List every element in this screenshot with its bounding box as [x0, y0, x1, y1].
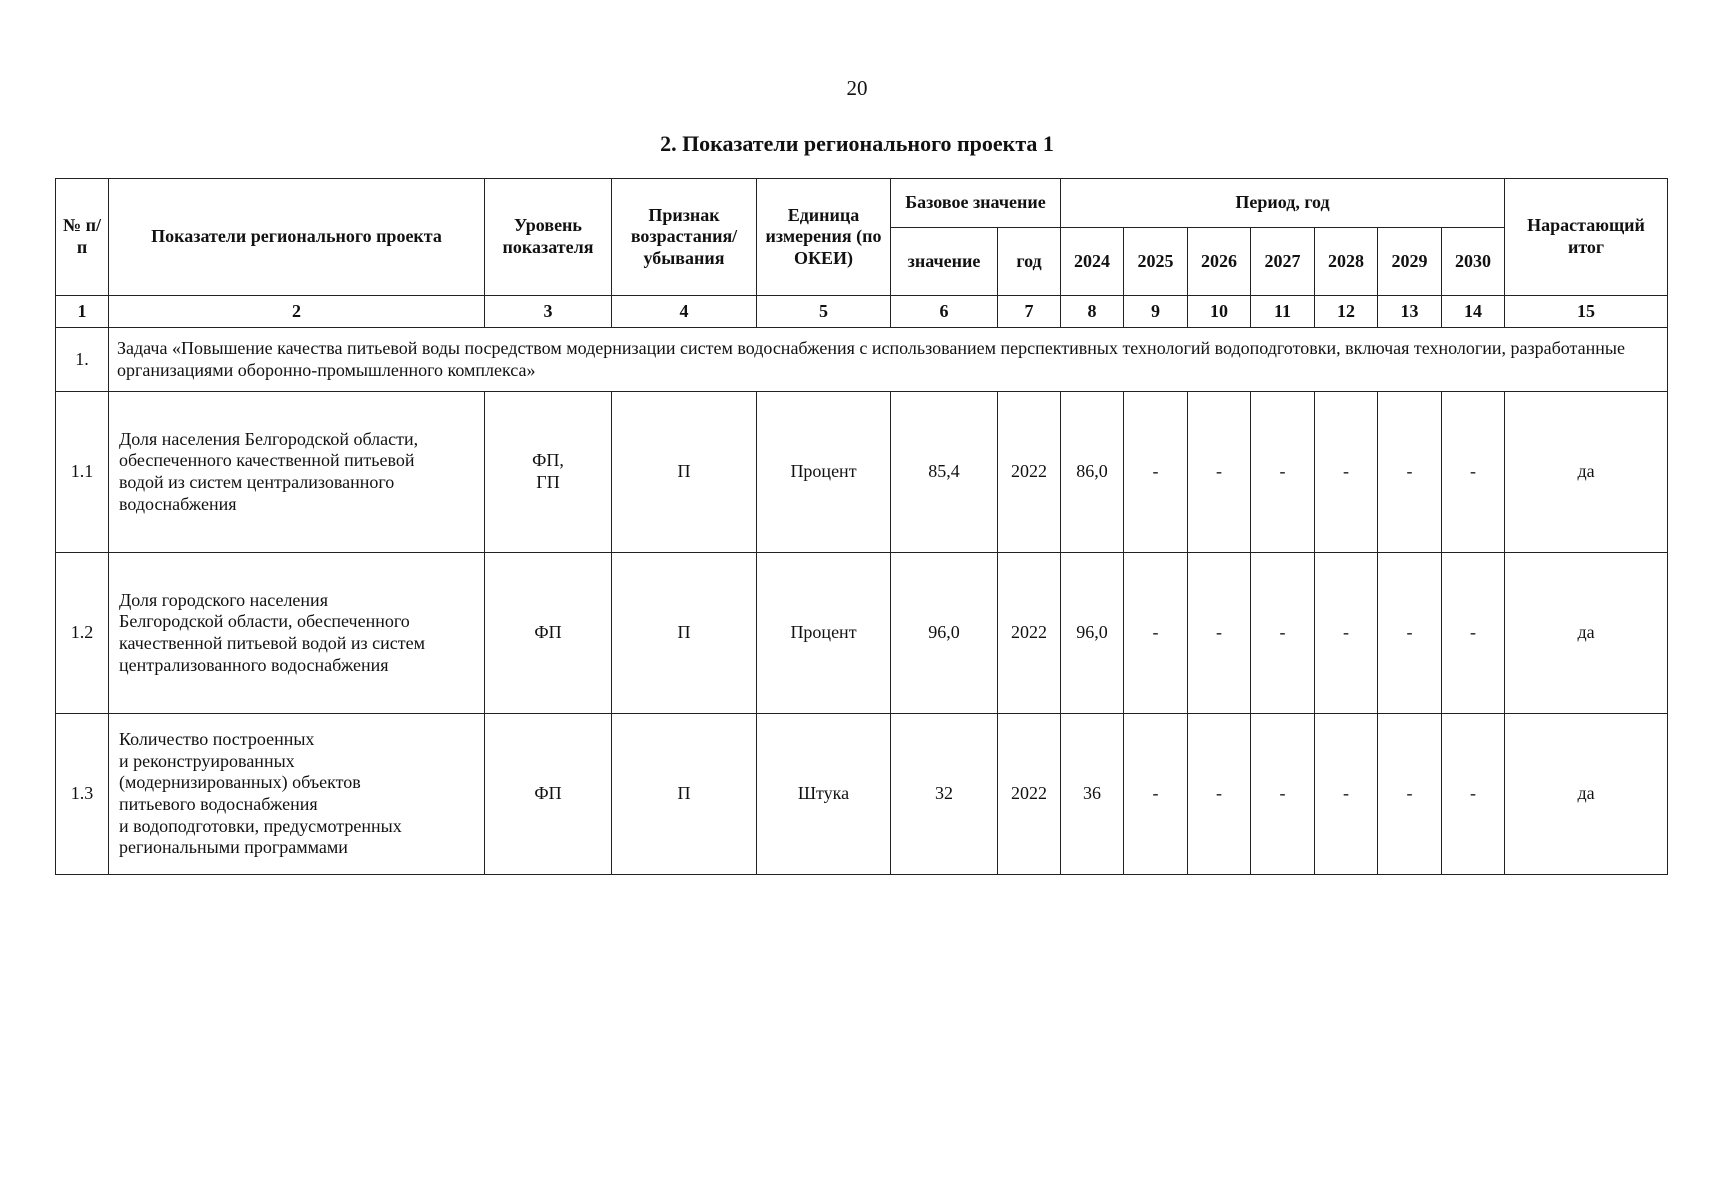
header-year: 2028 — [1315, 228, 1378, 296]
row-num: 1.1 — [56, 392, 109, 553]
year-value: 86,0 — [1061, 392, 1124, 553]
indicator-name: Количество построенных и реконструированных (модернизированных) объектов питьевого водоснабжения и водоподготовки, предусмотренных региональными программами — [109, 714, 485, 875]
header-base-year: год — [998, 228, 1061, 296]
column-number: 12 — [1315, 296, 1378, 328]
header-year: 2027 — [1251, 228, 1315, 296]
indicator-name: Доля городского населения Белгородской области, обеспеченного качественной питьевой водой из систем централизованного водоснабжения — [109, 553, 485, 714]
base-value: 96,0 — [891, 553, 998, 714]
cumulative-value: да — [1505, 714, 1668, 875]
table-row — [56, 553, 1668, 714]
column-number: 6 — [891, 296, 998, 328]
header-year: 2025 — [1124, 228, 1188, 296]
year-value: - — [1442, 392, 1505, 553]
task-text: Задача «Повышение качества питьевой воды посредством модернизации систем водоснабжения с использованием перспективных технологий водоподготовки, включая технологии, разработанные организациями оборонно-промышленного комплекса» — [109, 328, 1668, 392]
indicator-sign: П — [612, 714, 757, 875]
indicator-unit: Штука — [757, 714, 891, 875]
year-value: - — [1378, 714, 1442, 875]
indicator-level: ФП, ГП — [485, 392, 612, 553]
header-sign: Признак возрастания/ убывания — [612, 179, 757, 296]
header-cumulative: Нарастающий итог — [1505, 179, 1668, 296]
column-number: 10 — [1188, 296, 1251, 328]
indicator-sign: П — [612, 392, 757, 553]
year-value: - — [1251, 714, 1315, 875]
year-value: 36 — [1061, 714, 1124, 875]
base-value: 85,4 — [891, 392, 998, 553]
indicator-level: ФП — [485, 714, 612, 875]
column-number: 15 — [1505, 296, 1668, 328]
base-year: 2022 — [998, 392, 1061, 553]
column-number: 4 — [612, 296, 757, 328]
column-number-row — [56, 296, 1668, 328]
header-year: 2030 — [1442, 228, 1505, 296]
header-base-value: значение — [891, 228, 998, 296]
table-row — [56, 714, 1668, 875]
cumulative-value: да — [1505, 392, 1668, 553]
base-value: 32 — [891, 714, 998, 875]
cumulative-value: да — [1505, 553, 1668, 714]
indicator-name: Доля населения Белгородской области, обеспеченного качественной питьевой водой из систем централизованного водоснабжения — [109, 392, 485, 553]
column-number: 1 — [56, 296, 109, 328]
indicator-unit: Процент — [757, 553, 891, 714]
task-row — [56, 328, 1668, 392]
indicator-level: ФП — [485, 553, 612, 714]
year-value: - — [1188, 714, 1251, 875]
page-title: 2. Показатели регионального проекта 1 — [660, 131, 1054, 156]
header-base: Базовое значение — [891, 179, 1061, 228]
page-number: 20 — [846, 76, 868, 100]
year-value: - — [1442, 714, 1505, 875]
header-period: Период, год — [1061, 179, 1505, 228]
header-num: № п/п — [56, 179, 109, 296]
year-value: - — [1442, 553, 1505, 714]
year-value: - — [1315, 714, 1378, 875]
column-number: 2 — [109, 296, 485, 328]
header-year: 2029 — [1378, 228, 1442, 296]
column-number: 5 — [757, 296, 891, 328]
header-unit: Единица измерения (по ОКЕИ) — [757, 179, 891, 296]
header-level: Уровень показателя — [485, 179, 612, 296]
column-number: 11 — [1251, 296, 1315, 328]
year-value: - — [1124, 714, 1188, 875]
indicator-unit: Процент — [757, 392, 891, 553]
base-year: 2022 — [998, 553, 1061, 714]
year-value: - — [1251, 392, 1315, 553]
row-num: 1.2 — [56, 553, 109, 714]
header-year: 2024 — [1061, 228, 1124, 296]
header-year: 2026 — [1188, 228, 1251, 296]
year-value: - — [1188, 553, 1251, 714]
header-row-1 — [56, 179, 1668, 228]
year-value: - — [1315, 553, 1378, 714]
column-number: 3 — [485, 296, 612, 328]
column-number: 8 — [1061, 296, 1124, 328]
column-number: 13 — [1378, 296, 1442, 328]
indicator-sign: П — [612, 553, 757, 714]
base-year: 2022 — [998, 714, 1061, 875]
task-num: 1. — [56, 328, 109, 392]
year-value: - — [1188, 392, 1251, 553]
year-value: - — [1124, 553, 1188, 714]
indicators-table — [55, 178, 1668, 875]
table-row — [56, 392, 1668, 553]
column-number: 9 — [1124, 296, 1188, 328]
row-num: 1.3 — [56, 714, 109, 875]
year-value: - — [1124, 392, 1188, 553]
column-number: 7 — [998, 296, 1061, 328]
year-value: 96,0 — [1061, 553, 1124, 714]
year-value: - — [1378, 392, 1442, 553]
year-value: - — [1251, 553, 1315, 714]
column-number: 14 — [1442, 296, 1505, 328]
year-value: - — [1315, 392, 1378, 553]
year-value: - — [1378, 553, 1442, 714]
header-indicator: Показатели регионального проекта — [109, 179, 485, 296]
